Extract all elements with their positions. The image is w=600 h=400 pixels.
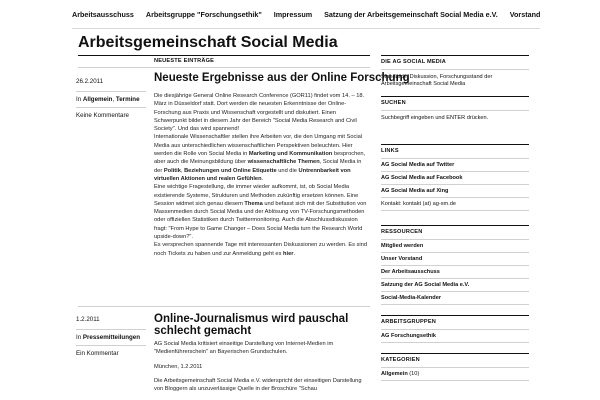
text: und die [276, 167, 299, 174]
sidebar-heading-arbeitsgruppen: ARBEITSGRUPPEN [381, 315, 529, 330]
post-categories [76, 96, 146, 108]
search-hint[interactable]: Suchbegriff eingeben und ENTER drücken. [381, 115, 489, 121]
post-body [154, 92, 370, 258]
post-date: 26.2.2011 [76, 78, 146, 92]
contact-email: Kontakt: kontakt (at) ag-sm.de [381, 198, 529, 211]
link-arbeitsausschuss[interactable]: Der Arbeitsausschuss [381, 266, 529, 279]
sidebar-heading-search: SUCHEN [381, 96, 529, 111]
cat-prefix: In [76, 334, 83, 341]
link-satzung[interactable]: Satzung der AG Social Media e.V. [381, 279, 529, 292]
text: Eine wichtige Fragestellung, die immer wieder aufkommt, ist, ob Social Media existierende Systeme, Strukturen und Methoden zukünftig ersetzen können. Eine Session widmet sich genau diesem [154, 184, 359, 207]
section-label-neueste: NEUESTE EINTRÄGE [154, 58, 215, 64]
post-meta [76, 78, 146, 119]
post-paragraph: München, 1.2.2011 [154, 363, 203, 370]
sidebar [381, 55, 529, 381]
category-link-allgemein[interactable]: Allgemein [381, 371, 408, 377]
post-meta [76, 316, 146, 357]
category-link-termine[interactable]: Termine [115, 96, 140, 103]
text: . [261, 175, 264, 182]
post-paragraph [154, 183, 370, 241]
text: Es versprechen spannende Tage mit interessanten Diskussionen zu werden. Es sind noch Tickets zu haben und zur Anmeldung geht es [154, 242, 367, 257]
bold-text: Politik [163, 167, 181, 174]
post-paragraph [154, 133, 370, 183]
top-navigation [72, 0, 540, 29]
comments-link[interactable]: Keine Kommentare [76, 112, 129, 119]
registration-link[interactable]: hier [283, 250, 294, 257]
text: , Social Media in der [154, 159, 362, 174]
sidebar-about-text: Standards, Diskussion, Forschungsstand der Arbeitsgemeinschaft Social Media [381, 74, 493, 87]
category-link-pressemitteilungen[interactable]: Pressemitteilungen [82, 334, 140, 341]
nav-arbeitsgruppe-forschungsethik[interactable]: Arbeitsgruppe "Forschungsethik" [145, 9, 262, 19]
text: . [293, 250, 296, 257]
nav-vorstand[interactable]: Vorstand [509, 9, 541, 19]
text: besprochen, aber auch die Meinungsbildung über [154, 151, 366, 166]
bold-text: Untrennbarkeit von virtuellen Aktionen und realen Gefühlen [154, 167, 351, 182]
sidebar-heading-ressourcen: RESSOURCEN [381, 225, 529, 240]
cat-prefix: In [76, 96, 83, 103]
post-paragraph: Die diesjährige General Online Research Conference (GOR11) findet vom 14. – 18. März in Düsseldorf statt. Dort werden die neuesten Erkenntnisse der Online-Forschung aus Praxis und Wissenschaft vorgestellt und diskutiert. Einen Schwerpunkt bildet in diesem Jahr der Bereich "Social Media Research and Civil Society". Und das wird spannend! [154, 93, 365, 133]
cat-separator: , [112, 96, 116, 103]
link-twitter[interactable]: AG Social Media auf Twitter [381, 159, 529, 172]
sidebar-heading-about: DIE AG SOCIAL MEDIA [381, 55, 529, 70]
text: , [180, 167, 185, 174]
category-count: (10) [407, 371, 420, 377]
link-ag-forschungsethik[interactable]: AG Forschungsethik [381, 330, 529, 343]
link-xing[interactable]: AG Social Media auf Xing [381, 185, 529, 198]
comments-link[interactable]: Ein Kommentar [76, 350, 119, 357]
bold-text: wissenschaftliche Themen [247, 159, 320, 166]
text: Internationale Wissenschaftler stellen ihre Arbeiten vor, die den Umgang mit Social Media aus unterschiedlichen wissenschaftlichen Perspektiven beleuchten. Hier werden die Rolle von Social Media in [154, 134, 363, 158]
text: und befasst sich mit der Substitution von Massenmedien durch Social Media und der Ablösung von TV-Forschungsmethoden oder offiziellen Statistiken durch Twittermonitoring. Auch die Abschlussdiskussion fragt: "From Hype to Game Changer – Does Social Media turn the Research World upside-down?". [154, 200, 367, 241]
post-paragraph: AG Social Media kritisiert einseitige Darstellung von Internet-Medien im "Medienführerschein" an Bayerischen Grundschulen. [154, 341, 334, 356]
link-unser-vorstand[interactable]: Unser Vorstand [381, 253, 529, 266]
post-title[interactable]: Neueste Ergebnisse aus der Online Forschung [154, 72, 410, 84]
bold-text: Beziehungen und Online Etiquette [184, 167, 277, 174]
sidebar-heading-links: LINKS [381, 144, 529, 159]
post-title[interactable]: Online-Journalismus wird pauschal schlecht gemacht [154, 313, 349, 337]
category-item [381, 368, 529, 381]
sidebar-heading-kategorien: KATEGORIEN [381, 353, 529, 368]
link-kalender[interactable]: Social-Media-Kalender [381, 292, 529, 305]
link-facebook[interactable]: AG Social Media auf Facebook [381, 172, 529, 185]
section-underline [78, 67, 370, 68]
category-link-allgemein[interactable]: Allgemein [82, 96, 113, 103]
post-body [154, 340, 370, 393]
post-divider [78, 306, 370, 307]
post-date: 1.2.2011 [76, 316, 146, 330]
site-title[interactable]: Arbeitsgemeinschaft Social Media [78, 34, 338, 51]
main-divider [78, 55, 370, 56]
bold-text: Marketing und Kommunikation [248, 151, 333, 158]
post-paragraph: Die Arbeitsgemeinschaft Social Media e.V. widerspricht der einseitigen Darstellung von Bloggern als unzuverlässige Quelle in der Broschüre "Schau [154, 377, 362, 393]
post-categories [76, 334, 146, 346]
nav-impressum[interactable]: Impressum [273, 9, 313, 19]
nav-arbeitsausschuss[interactable]: Arbeitsausschuss [72, 9, 134, 19]
post-paragraph [154, 241, 370, 258]
nav-satzung[interactable]: Satzung der Arbeitsgemeinschaft Social Media e.V. [324, 9, 498, 19]
link-mitglied-werden[interactable]: Mitglied werden [381, 240, 529, 253]
bold-text: Thema [244, 200, 263, 207]
